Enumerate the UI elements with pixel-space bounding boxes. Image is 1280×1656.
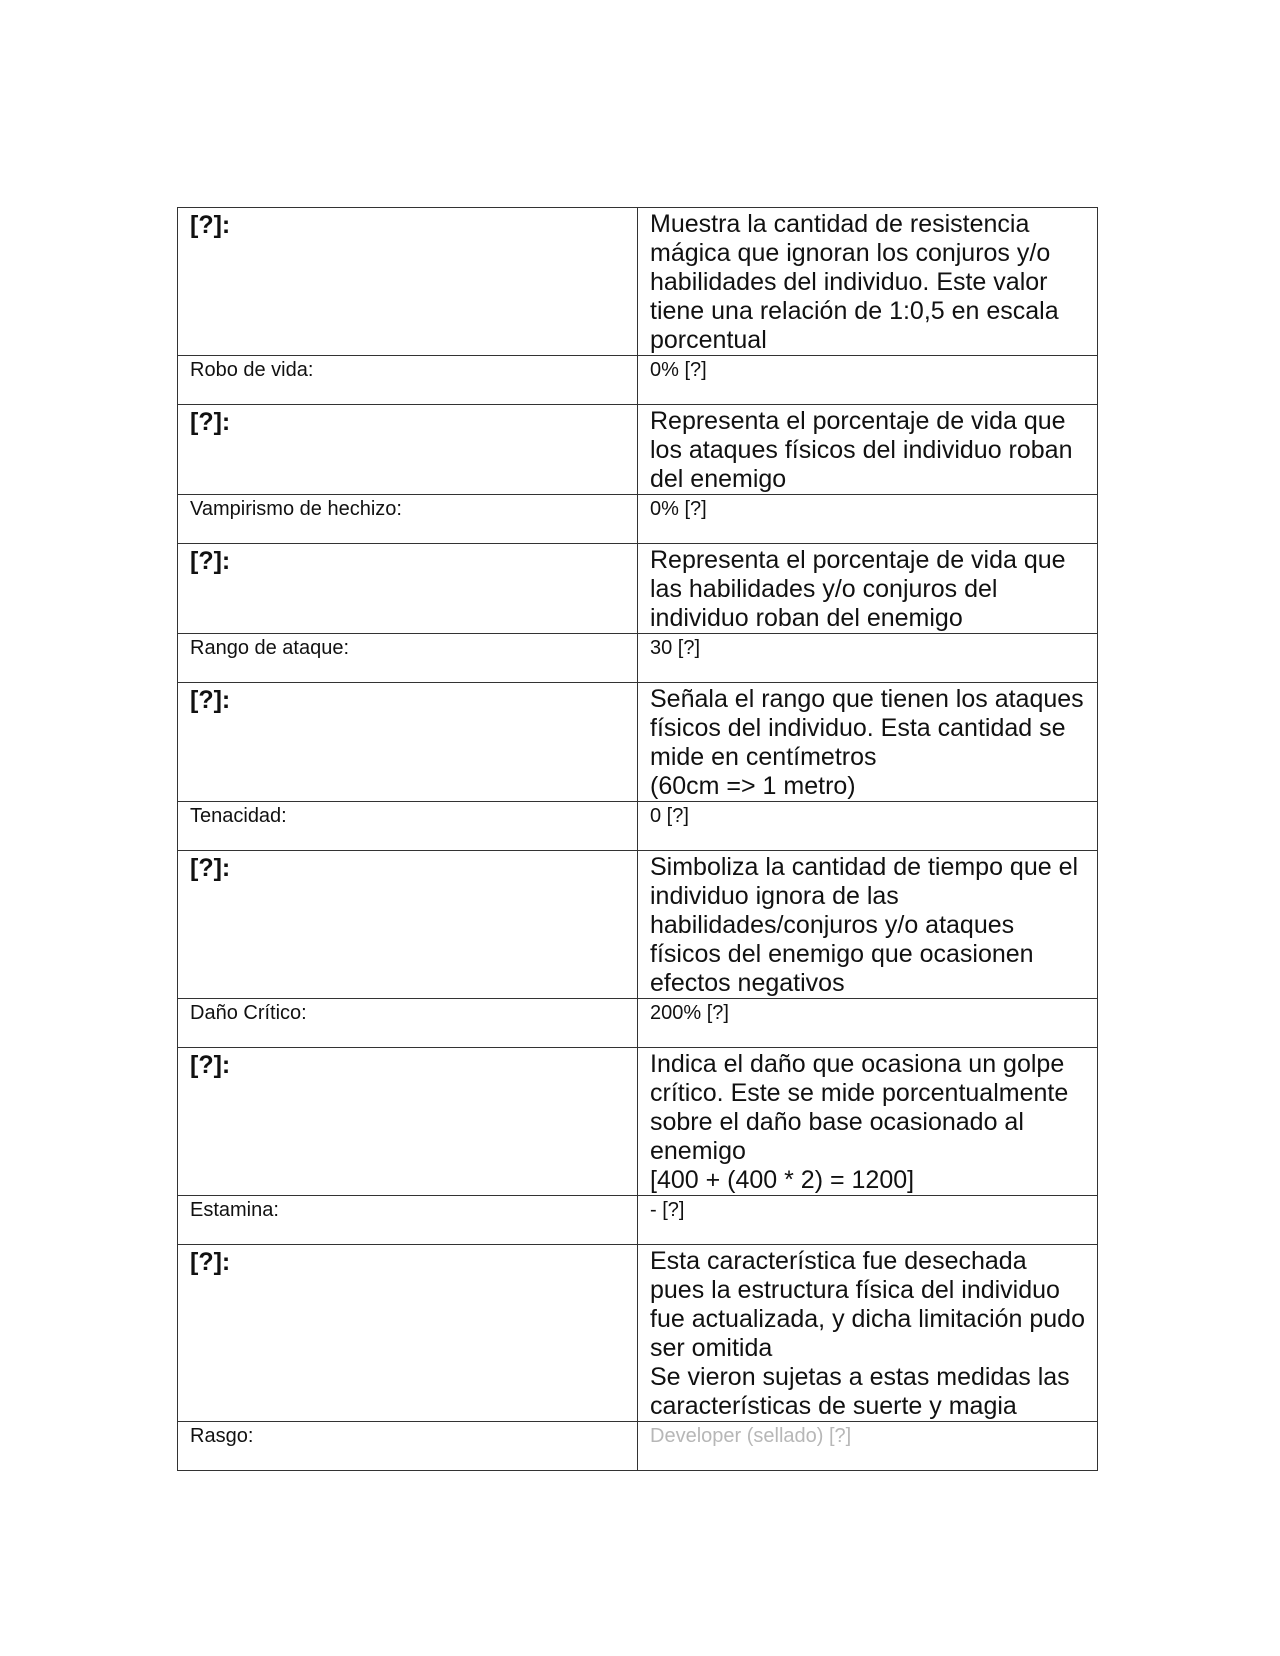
stat-row-rasgo [178, 1422, 1098, 1471]
stat-label: Estamina: [178, 1196, 638, 1245]
row-description: Muestra la cantidad de resistencia mágica que ignoran los conjuros y/o habilidades del individuo. Este valor tiene una relación de 1:0,5 en escala porcentual [638, 208, 1098, 356]
row-description: Esta característica fue desechada pues la estructura física del individuo fue actualizada, y dicha limitación pudo ser omitida Se vieron sujetas a estas medidas las características de suerte y magia [638, 1245, 1098, 1422]
stat-row-estamina [178, 1196, 1098, 1245]
row-description: Simboliza la cantidad de tiempo que el individuo ignora de las habilidades/conjuros y/o ataques físicos del enemigo que ocasionen efectos negativos [638, 851, 1098, 999]
stat-row-dano-critico [178, 999, 1098, 1048]
stat-value: - [?] [638, 1196, 1098, 1245]
stat-value: 0 [?] [638, 802, 1098, 851]
description-row [178, 1245, 1098, 1422]
stat-label: Rango de ataque: [178, 634, 638, 683]
row-label: [?]: [178, 208, 638, 356]
stat-label: Robo de vida: [178, 356, 638, 405]
description-row [178, 208, 1098, 356]
stat-row-rango-de-ataque [178, 634, 1098, 683]
row-label: [?]: [178, 405, 638, 495]
stat-value: 0% [?] [638, 495, 1098, 544]
stat-row-robo-de-vida [178, 356, 1098, 405]
stat-label: Rasgo: [178, 1422, 638, 1471]
stat-value: 30 [?] [638, 634, 1098, 683]
row-description: Señala el rango que tienen los ataques físicos del individuo. Esta cantidad se mide en centímetros (60cm => 1 metro) [638, 683, 1098, 802]
row-description: Representa el porcentaje de vida que los ataques físicos del individuo roban del enemigo [638, 405, 1098, 495]
row-label: [?]: [178, 1245, 638, 1422]
row-label: [?]: [178, 1048, 638, 1196]
stat-value: 200% [?] [638, 999, 1098, 1048]
stat-label: Tenacidad: [178, 802, 638, 851]
description-row [178, 405, 1098, 495]
row-label: [?]: [178, 544, 638, 634]
stats-table [177, 207, 1098, 1471]
stat-label: Vampirismo de hechizo: [178, 495, 638, 544]
description-row [178, 544, 1098, 634]
row-description: Representa el porcentaje de vida que las habilidades y/o conjuros del individuo roban del enemigo [638, 544, 1098, 634]
stat-label: Daño Crítico: [178, 999, 638, 1048]
stat-row-vampirismo-de-hechizo [178, 495, 1098, 544]
stat-value: 0% [?] [638, 356, 1098, 405]
description-row [178, 851, 1098, 999]
row-label: [?]: [178, 851, 638, 999]
row-label: [?]: [178, 683, 638, 802]
stat-value-sealed: Developer (sellado) [?] [638, 1422, 1098, 1471]
row-description: Indica el daño que ocasiona un golpe crítico. Este se mide porcentualmente sobre el daño base ocasionado al enemigo [400 + (400 * 2) = 1200] [638, 1048, 1098, 1196]
stat-row-tenacidad [178, 802, 1098, 851]
description-row [178, 1048, 1098, 1196]
description-row [178, 683, 1098, 802]
